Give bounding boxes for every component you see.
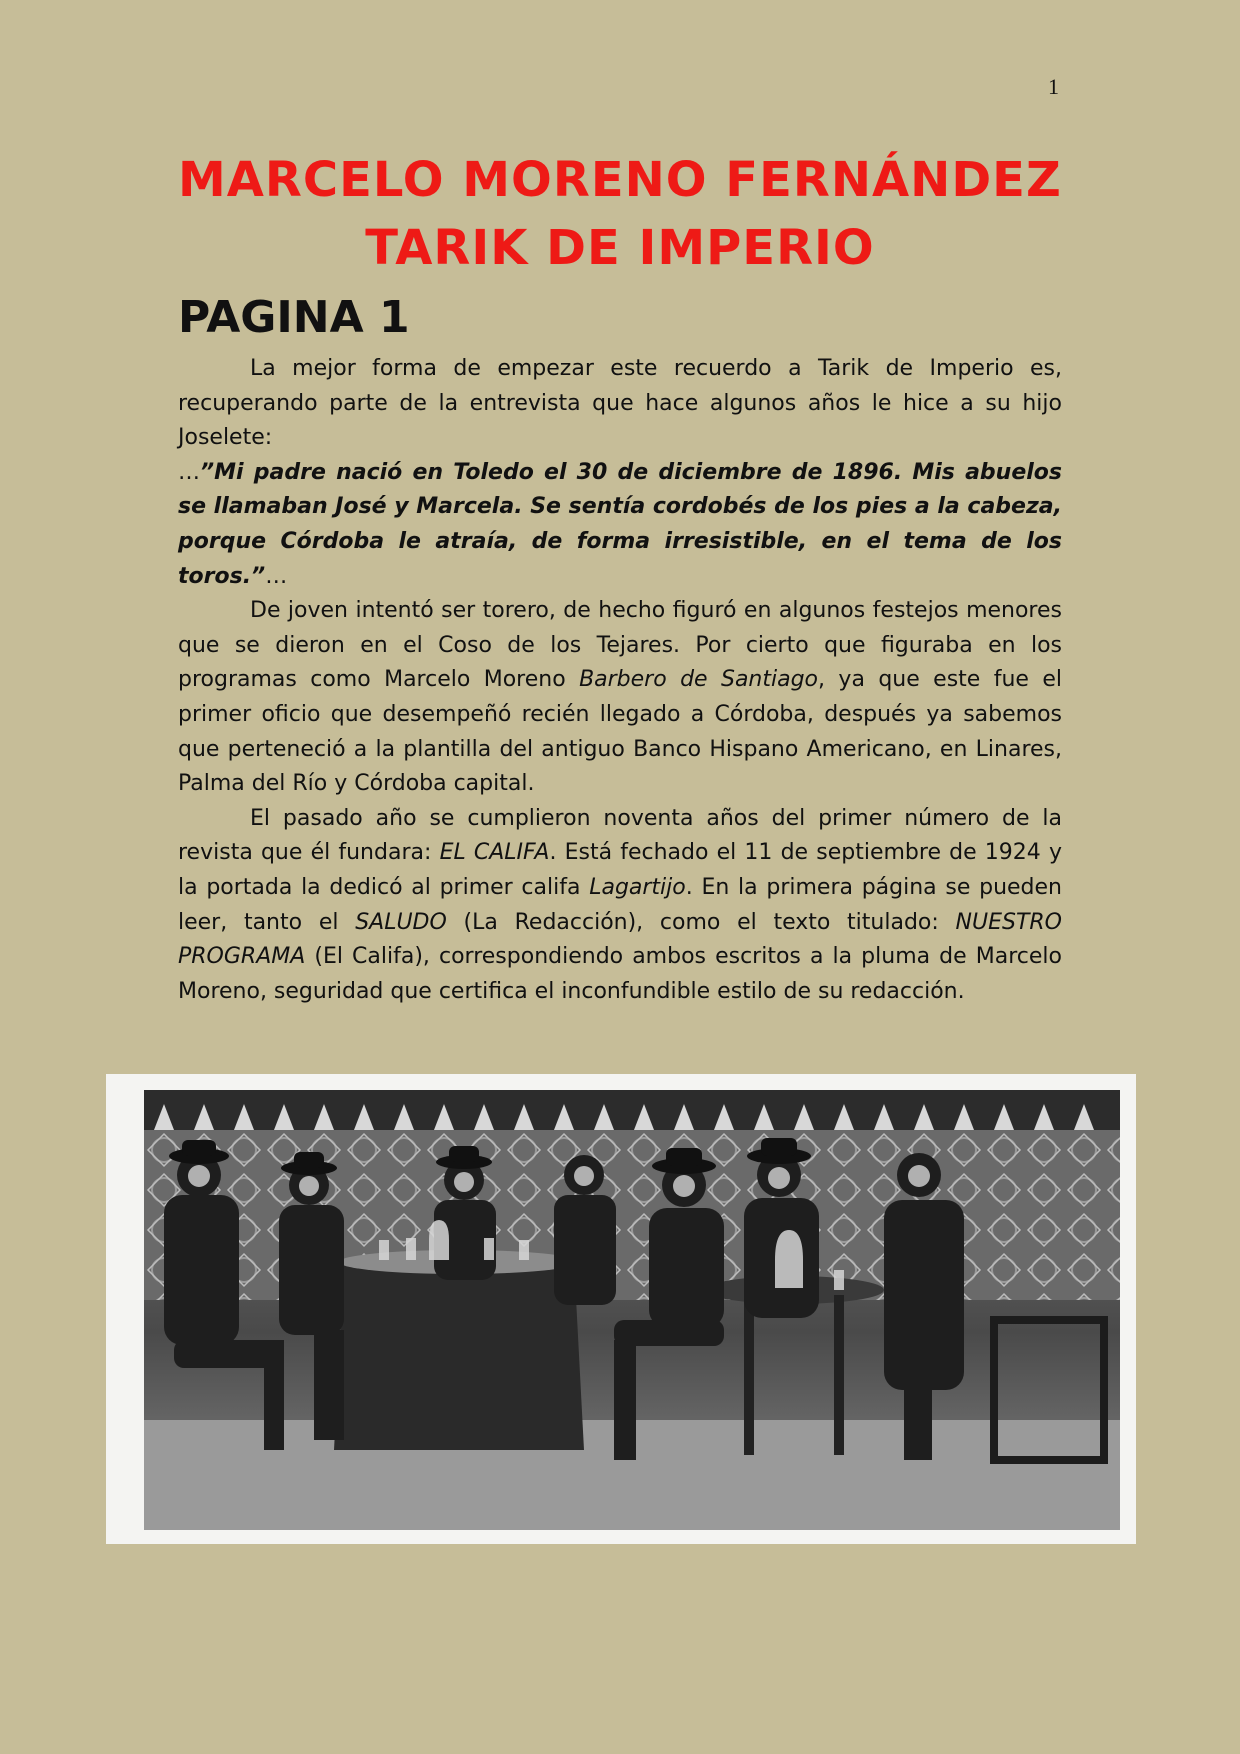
article-body xyxy=(178,352,1062,1009)
section-heading: PAGINA 1 xyxy=(178,292,410,343)
paragraph-2 xyxy=(178,594,1062,802)
paragraph-1: La mejor forma de empezar este recuerdo a Tarik de Imperio es, recuperando parte de la entrevista que hace algunos años le hice a su hijo Joselete: xyxy=(178,356,1062,451)
quote-prefix: … xyxy=(178,459,200,485)
title-line-2: TARIK DE IMPERIO xyxy=(365,220,875,276)
p2-text-a: De joven intentó ser torero, de hecho figuró en algunos festejos menores que se dieron en el Coso de los Tejares. Por cierto que figuraba en los programas como Marcelo Moreno xyxy=(178,598,1062,693)
quote-suffix: … xyxy=(265,563,288,589)
p3-italic-4: NUESTRO PROGRAMA xyxy=(178,909,1062,970)
title-line-1: MARCELO MORENO FERNÁNDEZ xyxy=(178,152,1062,208)
p3-italic-2: Lagartijo xyxy=(589,874,686,900)
quote-text: ”Mi padre nació en Toledo el 30 de diciembre de 1896. Mis abuelos se llamaban José y Marcela. Se sentía cordobés de los pies a la cabeza, porque Córdoba le atraía, de forma irresistible, en el tema de los toros.” xyxy=(178,459,1062,589)
p3-text-a: El pasado año se cumplieron noventa años del primer número de la revista que él fundara: xyxy=(178,805,1062,866)
p3-text-d: (La Redacción), como el texto titulado: xyxy=(446,909,956,935)
p3-text-b: . Está fechado el 11 de septiembre de 1924 y la portada la dedicó al primer califa xyxy=(178,840,1062,900)
p2-italic: Barbero de Santiago xyxy=(579,667,819,693)
p3-italic-3: SALUDO xyxy=(355,909,447,935)
p2-text-b: , ya que este fue el primer oficio que desempeñó recién llegado a Córdoba, después ya sabemos que perteneció a la plantilla del antiguo Banco Hispano Americano, en Linares, Palma del Río y Córdoba capital. xyxy=(178,667,1062,797)
page-number: 1 xyxy=(1048,74,1059,99)
p3-italic-1: EL CALIFA xyxy=(439,840,550,866)
quote-paragraph xyxy=(178,456,1062,594)
historical-photo xyxy=(106,1074,1136,1544)
paragraph-3 xyxy=(178,802,1062,1010)
p3-text-e: (El Califa), correspondiendo ambos escritos a la pluma de Marcelo Moreno, seguridad que certifica el inconfundible estilo de su redacción. xyxy=(178,944,1062,1004)
p3-text-c: . En la primera página se pueden leer, tanto el xyxy=(178,874,1062,935)
photo-icon xyxy=(144,1090,1120,1530)
